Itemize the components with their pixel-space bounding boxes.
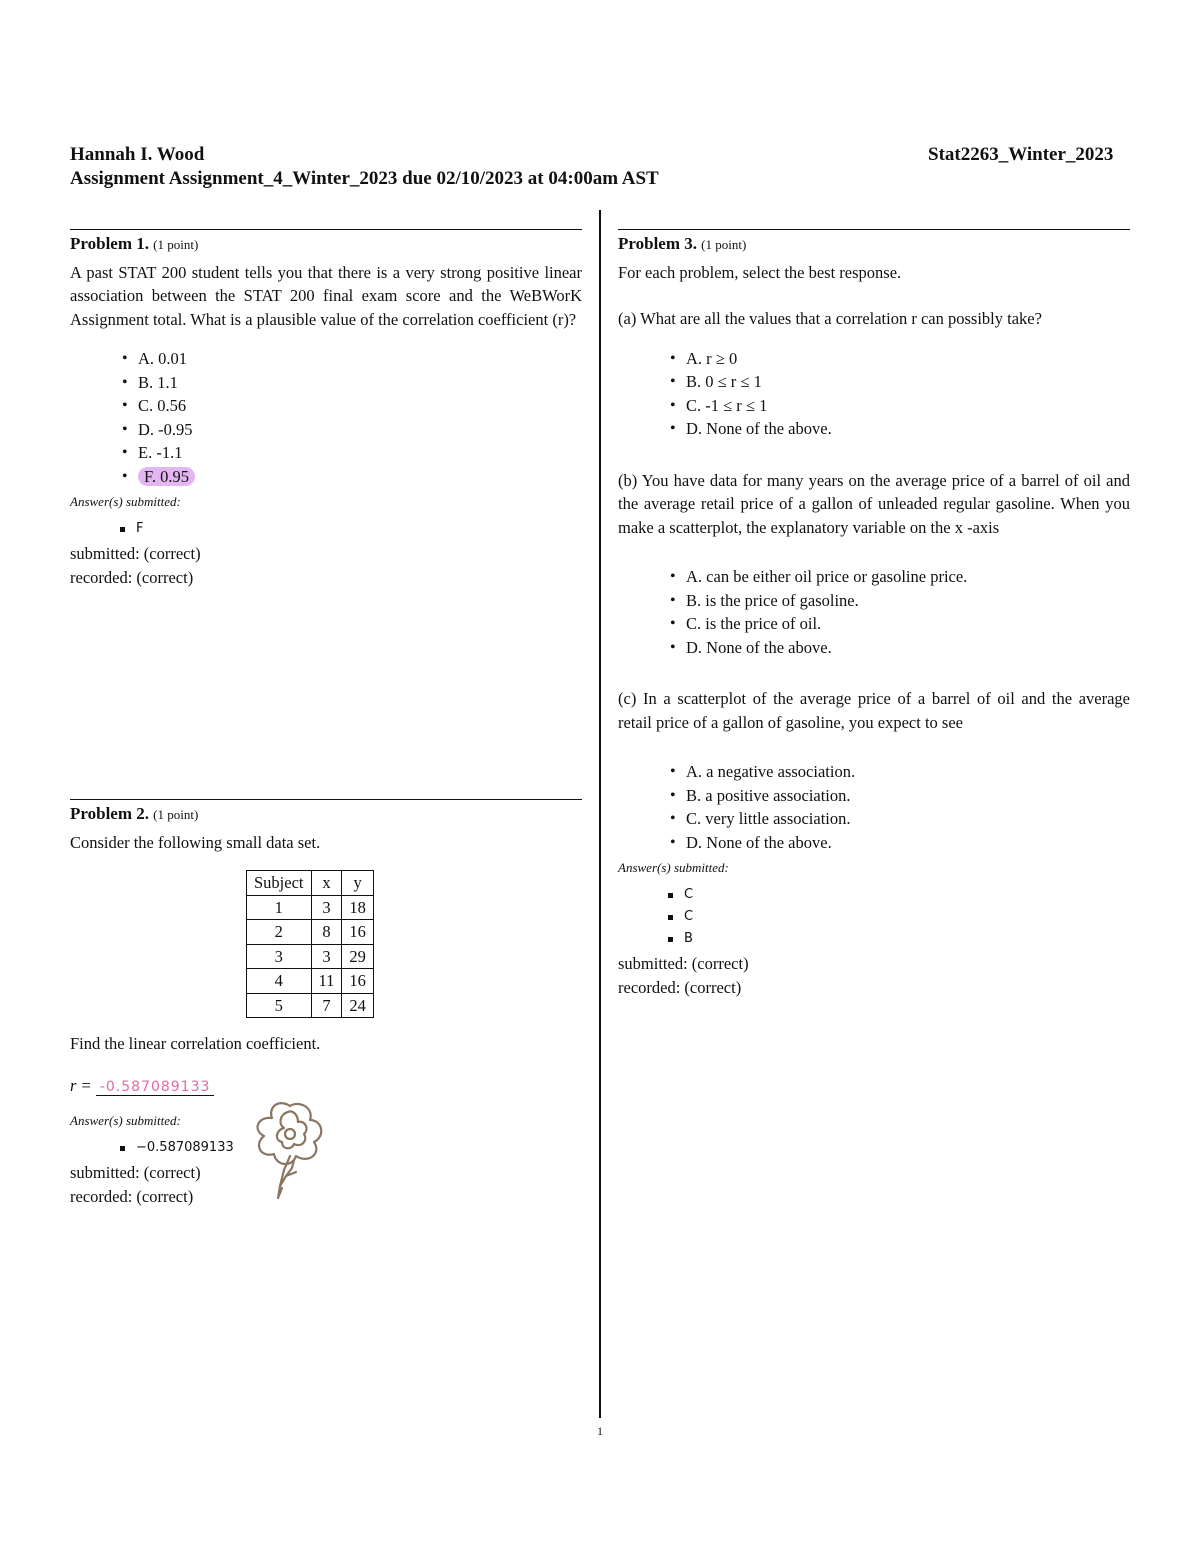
part-a-question: (a) What are all the values that a correlation r can possibly take? xyxy=(618,309,1042,328)
problem-2-heading xyxy=(70,802,582,827)
table-cell: 16 xyxy=(342,920,374,945)
option-c[interactable]: • C. -1 ≤ r ≤ 1 xyxy=(686,394,1130,418)
problem-1-title: Problem 1. xyxy=(70,234,150,253)
table-cell: 1 xyxy=(247,895,312,920)
table-row xyxy=(247,895,374,920)
table-row xyxy=(247,993,374,1018)
part-b-question: (b) You have data for many years on the average price of a barrel of oil and the average retail price of a gallon of unleaded regular gasoline. When you make a scatterplot, the explanatory variable on the x -axis xyxy=(618,470,1130,537)
problem-2-rule xyxy=(70,799,582,800)
problem-1 xyxy=(70,229,582,590)
table-header: x xyxy=(311,871,342,896)
handwritten-answer[interactable]: -0.587089133 xyxy=(96,1079,215,1096)
problem-2-question: Find the linear correlation coefficient. xyxy=(70,1034,321,1053)
option-b[interactable]: • B. 0 ≤ r ≤ 1 xyxy=(686,370,1130,394)
table-cell: 3 xyxy=(311,895,342,920)
option-b[interactable]: • B. is the price of gasoline. xyxy=(686,589,1130,613)
table-cell: 3 xyxy=(311,944,342,969)
option-e[interactable]: • E. -1.1 xyxy=(138,441,582,465)
table-header-row xyxy=(247,871,374,896)
option-c[interactable]: • C. very little association. xyxy=(686,807,1130,831)
highlighted-answer: F. 0.95 xyxy=(138,467,195,486)
submitted-status: submitted: (correct) xyxy=(618,953,749,973)
flower-doodle xyxy=(250,1098,330,1203)
table-row xyxy=(247,969,374,994)
part-a-options xyxy=(618,347,1130,441)
page-number: 1 xyxy=(597,1424,603,1438)
problem-1-text: A past STAT 200 student tells you that there is a very strong positive linear association between the STAT 200 final exam score and the WeBWorK Assignment total. What is a plausible value of the correlation coefficient (r)? xyxy=(70,262,582,329)
answer-item: −0.587089133 xyxy=(136,1137,582,1159)
table-cell: 8 xyxy=(311,920,342,945)
option-c[interactable]: • C. 0.56 xyxy=(138,394,582,418)
answer-item: B xyxy=(684,928,1130,950)
table-cell: 11 xyxy=(311,969,342,994)
column-divider xyxy=(599,210,601,1418)
answers-list xyxy=(70,518,582,540)
part-c-question: (c) In a scatterplot of the average price of a barrel of oil and the average retail price of a gallon of gasoline, you expect to see xyxy=(618,689,1130,732)
answer-item: C xyxy=(684,884,1130,906)
header-left xyxy=(70,143,659,191)
table-cell: 18 xyxy=(342,895,374,920)
table-cell: 5 xyxy=(247,993,312,1018)
table-row xyxy=(247,944,374,969)
answer-item: C xyxy=(684,906,1130,928)
option-c[interactable]: • C. is the price of oil. xyxy=(686,612,1130,636)
student-name: Hannah I. Wood xyxy=(70,144,205,165)
option-d[interactable]: • D. None of the above. xyxy=(686,831,1130,855)
answer-line xyxy=(70,1074,582,1100)
problem-1-rule xyxy=(70,229,582,230)
problem-1-heading xyxy=(70,232,582,257)
option-d[interactable]: • D. -0.95 xyxy=(138,418,582,442)
answers-submitted-label: Answer(s) submitted: xyxy=(618,860,729,875)
recorded-status: recorded: (correct) xyxy=(70,1186,194,1206)
data-table xyxy=(246,870,374,1018)
answer-item: F xyxy=(136,518,582,540)
problem-2-title: Problem 2. xyxy=(70,804,150,823)
option-a[interactable]: • A. a negative association. xyxy=(686,760,1130,784)
course-name: Stat2263_Winter_2023 xyxy=(928,144,1114,165)
problem-2-points: (1 point) xyxy=(153,807,199,822)
table-cell: 3 xyxy=(247,944,312,969)
option-f[interactable] xyxy=(138,465,582,489)
answers-submitted-label: Answer(s) submitted: xyxy=(70,1113,181,1128)
problem-3-rule xyxy=(618,229,1130,230)
problem-3 xyxy=(618,229,1130,1000)
problem-3-intro: For each problem, select the best response. xyxy=(618,262,902,282)
option-b[interactable]: • B. 1.1 xyxy=(138,371,582,395)
problem-1-options xyxy=(70,347,582,488)
option-b[interactable]: • B. a positive association. xyxy=(686,784,1130,808)
option-a[interactable]: • A. 0.01 xyxy=(138,347,582,371)
table-cell: 16 xyxy=(342,969,374,994)
problem-3-points: (1 point) xyxy=(701,237,747,252)
option-a[interactable]: • A. r ≥ 0 xyxy=(686,347,1130,371)
part-c-options xyxy=(618,760,1130,854)
submitted-status: submitted: (correct) xyxy=(70,543,201,563)
recorded-status: recorded: (correct) xyxy=(70,567,194,587)
option-d[interactable]: • D. None of the above. xyxy=(686,417,1130,441)
assignment-line: Assignment Assignment_4_Winter_2023 due 02/10/2023 at 04:00am AST xyxy=(70,168,659,189)
table-cell: 7 xyxy=(311,993,342,1018)
table-cell: 29 xyxy=(342,944,374,969)
table-header: y xyxy=(342,871,374,896)
table-row xyxy=(247,920,374,945)
option-a[interactable]: • A. can be either oil price or gasoline price. xyxy=(686,565,1130,589)
table-cell: 4 xyxy=(247,969,312,994)
submitted-status: submitted: (correct) xyxy=(70,1162,201,1182)
problem-2-text: Consider the following small data set. xyxy=(70,832,321,852)
r-label: r = xyxy=(70,1075,92,1095)
answers-submitted-label: Answer(s) submitted: xyxy=(70,494,181,509)
recorded-status: recorded: (correct) xyxy=(618,977,742,997)
table-header: Subject xyxy=(247,871,312,896)
problem-3-title: Problem 3. xyxy=(618,234,698,253)
option-d[interactable]: • D. None of the above. xyxy=(686,636,1130,660)
table-cell: 2 xyxy=(247,920,312,945)
problem-1-points: (1 point) xyxy=(153,237,199,252)
table-cell: 24 xyxy=(342,993,374,1018)
answers-list xyxy=(618,884,1130,950)
problem-3-heading xyxy=(618,232,1130,257)
part-b-options xyxy=(618,565,1130,659)
